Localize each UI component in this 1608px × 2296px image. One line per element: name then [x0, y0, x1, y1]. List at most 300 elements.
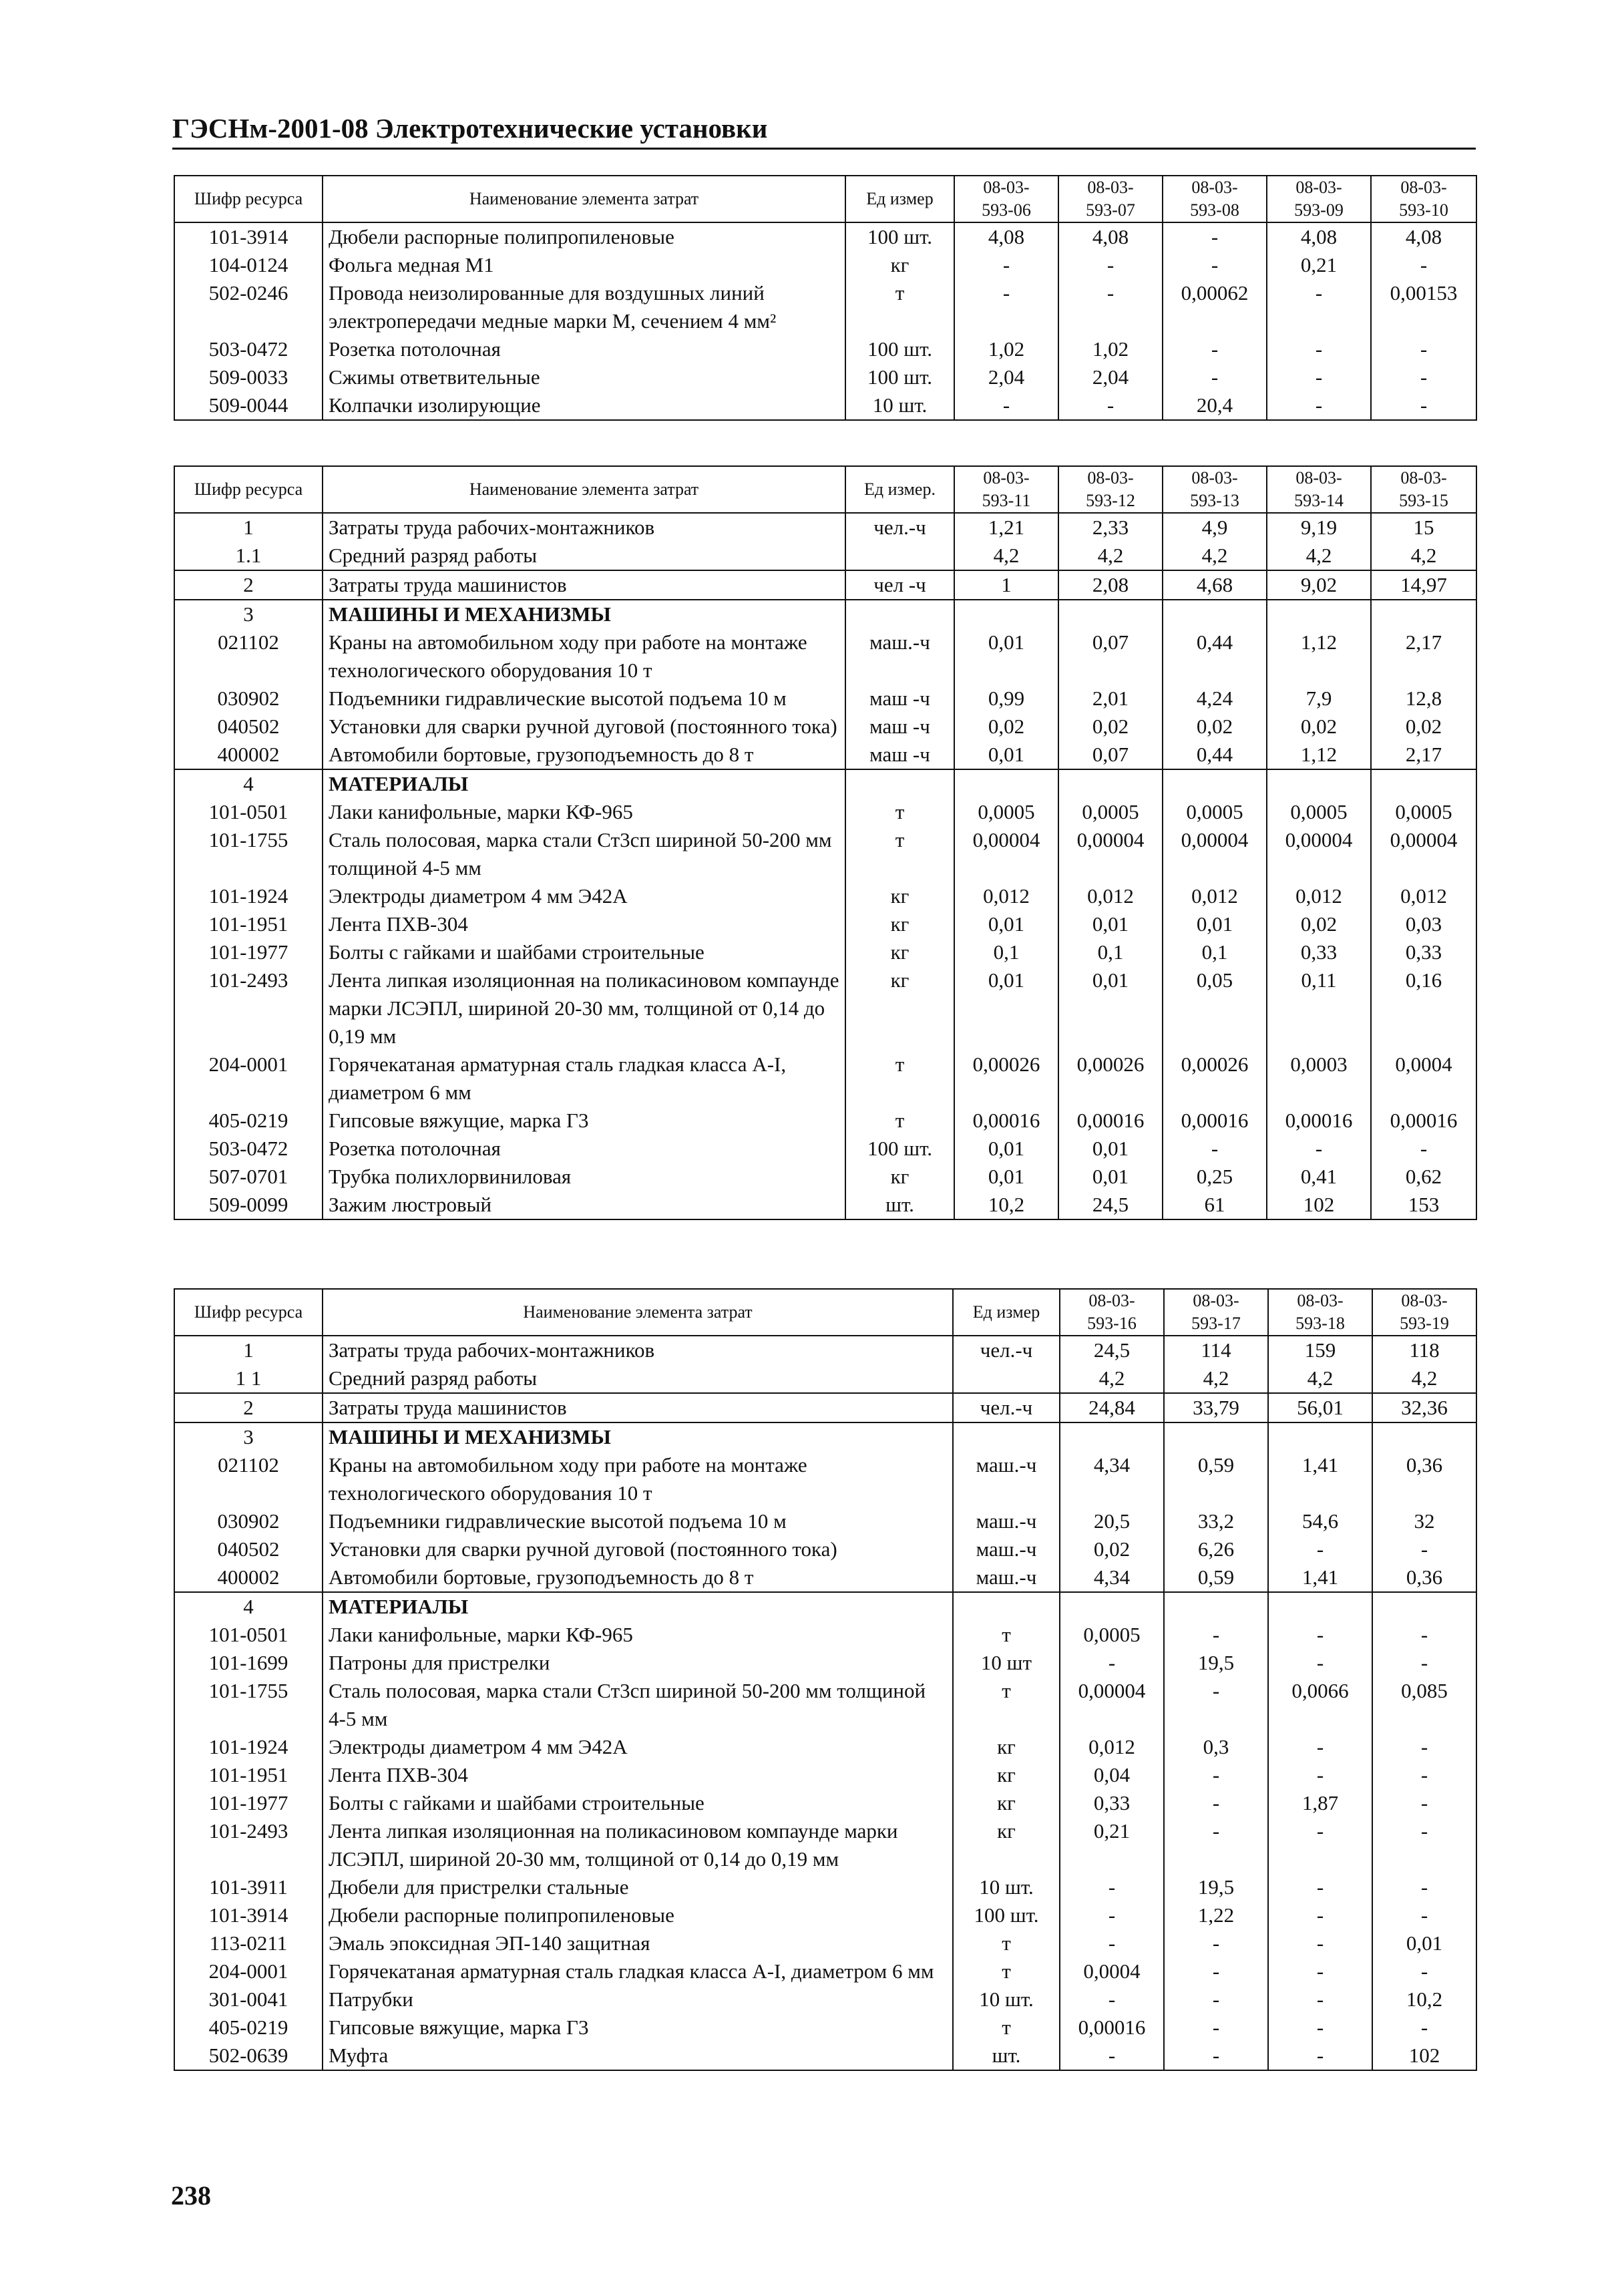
resource-unit: шт.: [845, 1191, 954, 1219]
resource-code: 509-0044: [174, 391, 323, 420]
table-row: [174, 1761, 1476, 1789]
resource-name: Патрубки: [323, 1985, 953, 2014]
resource-name: Лаки канифольные, марки КФ-965: [323, 1621, 953, 1649]
norm-value: 0,0005: [1058, 798, 1163, 826]
header-norm-code: 08-03- 593-16: [1060, 1289, 1164, 1336]
norm-value: 19,5: [1164, 1649, 1268, 1677]
resource-unit: [953, 1592, 1060, 1621]
resource-name: Лаки канифольные, марки КФ-965: [323, 798, 845, 826]
header-code: Шифр ресурса: [174, 176, 323, 222]
table-row: [174, 1985, 1476, 2014]
norm-value: 4,2: [1058, 542, 1163, 570]
resource-code: 101-1755: [174, 826, 323, 882]
norm-value: 0,02: [1371, 713, 1476, 741]
norm-value: 10,2: [1372, 1985, 1476, 2014]
norm-value: 0,0004: [1371, 1050, 1476, 1107]
norm-value: 102: [1267, 1191, 1371, 1219]
norm-value: -: [1371, 1135, 1476, 1163]
norm-value: 0,0005: [1163, 798, 1267, 826]
norm-value: -: [1164, 1957, 1268, 1985]
resource-name: Автомобили бортовые, грузоподъемность до 8 т: [323, 741, 845, 769]
resource-unit: маш -ч: [845, 741, 954, 769]
resource-code: 503-0472: [174, 335, 323, 363]
norm-value: -: [1372, 1535, 1476, 1563]
norm-value: 4,68: [1163, 570, 1267, 600]
resource-name: Краны на автомобильном ходу при работе на монтаже технологического оборудования 10 т: [323, 1451, 953, 1507]
norm-value: 1: [954, 570, 1058, 600]
norm-value: 0,01: [1163, 910, 1267, 938]
resource-code: 040502: [174, 1535, 323, 1563]
resource-table-3: [174, 1288, 1477, 2071]
norm-value: -: [1268, 1929, 1372, 1957]
header-norm-code: 08-03- 593-09: [1267, 176, 1371, 222]
norm-value: [1372, 1422, 1476, 1451]
norm-value: [1268, 1592, 1372, 1621]
norm-value: [1164, 1422, 1268, 1451]
resource-code: 101-2493: [174, 966, 323, 1050]
resource-table-1: [174, 175, 1477, 421]
norm-value: -: [1268, 1817, 1372, 1873]
resource-unit: маш -ч: [845, 685, 954, 713]
norm-value: -: [954, 279, 1058, 335]
norm-value: 0,00026: [1163, 1050, 1267, 1107]
resource-code: 509-0033: [174, 363, 323, 391]
resource-code: 204-0001: [174, 1957, 323, 1985]
norm-value: [1058, 600, 1163, 628]
resource-name: Установки для сварки ручной дуговой (постоянного тока): [323, 1535, 953, 1563]
norm-value: 0,25: [1163, 1163, 1267, 1191]
table-row: [174, 826, 1476, 882]
resource-code: 2: [174, 1393, 323, 1422]
section-row: [174, 1592, 1476, 1621]
header-norm-code: 08-03- 593-17: [1164, 1289, 1268, 1336]
norm-value: 24,84: [1060, 1393, 1164, 1422]
running-head: ГЭСНм-2001-08 Электротехнические установки: [172, 114, 1476, 150]
resource-unit: т: [953, 1929, 1060, 1957]
resource-name: Дюбели распорные полипропиленовые: [323, 222, 845, 251]
resource-unit: [845, 769, 954, 798]
norm-value: 0,33: [1060, 1789, 1164, 1817]
resource-unit: т: [953, 2014, 1060, 2042]
norm-value: 0,05: [1163, 966, 1267, 1050]
header-norm-code: 08-03- 593-07: [1058, 176, 1163, 222]
resource-name: Горячекатаная арматурная сталь гладкая класса А-I, диаметром 6 мм: [323, 1050, 845, 1107]
resource-name: Электроды диаметром 4 мм Э42А: [323, 882, 845, 910]
norm-value: 118: [1372, 1336, 1476, 1364]
table-row: [174, 882, 1476, 910]
resource-unit: маш.-ч: [953, 1535, 1060, 1563]
resource-unit: 100 шт.: [845, 335, 954, 363]
norm-value: -: [1268, 2014, 1372, 2042]
header-norm-code: 08-03- 593-10: [1371, 176, 1476, 222]
resource-name: Провода неизолированные для воздушных линий электропередачи медные марки М, сечением 4 мм²: [323, 279, 845, 335]
table-row: [174, 741, 1476, 769]
norm-value: 0,01: [1058, 966, 1163, 1050]
header-norm-code: 08-03- 593-13: [1163, 466, 1267, 513]
header-name: Наименование элемента затрат: [323, 176, 845, 222]
norm-value: 0,41: [1267, 1163, 1371, 1191]
norm-value: 0,99: [954, 685, 1058, 713]
norm-value: 0,16: [1371, 966, 1476, 1050]
norm-value: 0,02: [1058, 713, 1163, 741]
table-header-row: [174, 1289, 1476, 1336]
resource-name: МАШИНЫ И МЕХАНИЗМЫ: [323, 1422, 953, 1451]
norm-value: 10,2: [954, 1191, 1058, 1219]
norm-value: 0,02: [1060, 1535, 1164, 1563]
norm-value: 0,11: [1267, 966, 1371, 1050]
norm-value: -: [1164, 1761, 1268, 1789]
resource-code: 101-0501: [174, 798, 323, 826]
table-row: [174, 1873, 1476, 1901]
norm-value: 0,012: [1163, 882, 1267, 910]
norm-value: 32: [1372, 1507, 1476, 1535]
table-row: [174, 391, 1476, 420]
norm-value: 7,9: [1267, 685, 1371, 713]
table-row: [174, 1336, 1476, 1364]
norm-value: 153: [1371, 1191, 1476, 1219]
norm-value: 0,00016: [1058, 1107, 1163, 1135]
norm-value: 2,08: [1058, 570, 1163, 600]
resource-code: 502-0246: [174, 279, 323, 335]
header-name: Наименование элемента затрат: [323, 1289, 953, 1336]
table-row: [174, 279, 1476, 335]
resource-unit: маш.-ч: [953, 1507, 1060, 1535]
resource-unit: шт.: [953, 2042, 1060, 2070]
norm-value: -: [1060, 1901, 1164, 1929]
norm-value: -: [1268, 1761, 1372, 1789]
norm-value: 1,02: [1058, 335, 1163, 363]
norm-value: 0,00004: [1058, 826, 1163, 882]
norm-value: -: [1268, 1901, 1372, 1929]
resource-unit: 100 шт.: [845, 1135, 954, 1163]
resource-name: Автомобили бортовые, грузоподъемность до 8 т: [323, 1563, 953, 1592]
resource-code: 030902: [174, 685, 323, 713]
norm-value: -: [1164, 1929, 1268, 1957]
norm-value: 19,5: [1164, 1873, 1268, 1901]
resource-name: Лента липкая изоляционная на поликасиновом компаунде марки ЛСЭПЛ, шириной 20-30 мм, толщиной от 0,14 до 0,19 мм: [323, 966, 845, 1050]
resource-name: Сталь полосовая, марка стали Ст3сп шириной 50-200 мм толщиной 4-5 мм: [323, 1677, 953, 1733]
resource-name: Затраты труда рабочих-монтажников: [323, 513, 845, 542]
norm-value: -: [1163, 335, 1267, 363]
norm-value: [1267, 600, 1371, 628]
norm-value: -: [1371, 251, 1476, 279]
resource-unit: [953, 1364, 1060, 1393]
norm-value: 2,01: [1058, 685, 1163, 713]
resource-unit: т: [845, 1050, 954, 1107]
norm-value: 2,04: [1058, 363, 1163, 391]
section-row: [174, 600, 1476, 628]
norm-value: 0,01: [954, 741, 1058, 769]
resource-name: Затраты труда рабочих-монтажников: [323, 1336, 953, 1364]
resource-code: 101-1951: [174, 1761, 323, 1789]
norm-value: 4,2: [1164, 1364, 1268, 1393]
resource-unit: кг: [845, 966, 954, 1050]
table-row: [174, 1929, 1476, 1957]
norm-value: 4,34: [1060, 1563, 1164, 1592]
table-row: [174, 966, 1476, 1050]
norm-value: 0,00026: [1058, 1050, 1163, 1107]
norm-value: 0,00004: [1267, 826, 1371, 882]
resource-code: 021102: [174, 1451, 323, 1507]
resource-code: 040502: [174, 713, 323, 741]
norm-value: [1163, 600, 1267, 628]
resource-name: Дюбели распорные полипропиленовые: [323, 1901, 953, 1929]
norm-value: -: [1371, 363, 1476, 391]
table-row: [174, 1507, 1476, 1535]
resource-code: 101-1924: [174, 882, 323, 910]
norm-value: 0,3: [1164, 1733, 1268, 1761]
resource-code: 113-0211: [174, 1929, 323, 1957]
page-number: 238: [171, 2180, 211, 2211]
norm-value: -: [1372, 1817, 1476, 1873]
norm-value: [1058, 769, 1163, 798]
resource-name: Болты с гайками и шайбами строительные: [323, 938, 845, 966]
table-row: [174, 1789, 1476, 1817]
resource-name: Горячекатаная арматурная сталь гладкая класса А-I, диаметром 6 мм: [323, 1957, 953, 1985]
norm-value: 15: [1371, 513, 1476, 542]
norm-value: -: [1267, 1135, 1371, 1163]
norm-value: 0,04: [1060, 1761, 1164, 1789]
norm-value: [1163, 769, 1267, 798]
resource-code: 3: [174, 600, 323, 628]
norm-value: 0,01: [954, 1135, 1058, 1163]
resource-unit: маш.-ч: [845, 628, 954, 685]
table-row: [174, 1451, 1476, 1507]
norm-value: -: [1060, 2042, 1164, 2070]
resource-name: Патроны для пристрелки: [323, 1649, 953, 1677]
resource-table-2: [174, 465, 1477, 1220]
resource-name: Краны на автомобильном ходу при работе на монтаже технологического оборудования 10 т: [323, 628, 845, 685]
norm-value: -: [1371, 335, 1476, 363]
resource-code: 021102: [174, 628, 323, 685]
norm-value: 2,17: [1371, 741, 1476, 769]
norm-value: -: [1163, 363, 1267, 391]
table-row: [174, 1050, 1476, 1107]
resource-code: 4: [174, 769, 323, 798]
norm-value: 0,00016: [1060, 2014, 1164, 2042]
resource-unit: кг: [953, 1817, 1060, 1873]
header-code: Шифр ресурса: [174, 1289, 323, 1336]
norm-value: 1,41: [1268, 1451, 1372, 1507]
norm-value: 0,0005: [1060, 1621, 1164, 1649]
resource-code: 030902: [174, 1507, 323, 1535]
norm-value: 4,2: [1371, 542, 1476, 570]
norm-value: 0,33: [1371, 938, 1476, 966]
resource-code: 2: [174, 570, 323, 600]
norm-value: 159: [1268, 1336, 1372, 1364]
resource-name: Сжимы ответвительные: [323, 363, 845, 391]
resource-name: Дюбели для пристрелки стальные: [323, 1873, 953, 1901]
table-row: [174, 1107, 1476, 1135]
table-row: [174, 713, 1476, 741]
resource-code: 507-0701: [174, 1163, 323, 1191]
resource-code: 400002: [174, 1563, 323, 1592]
resource-unit: кг: [845, 882, 954, 910]
norm-value: [1268, 1422, 1372, 1451]
header-name: Наименование элемента затрат: [323, 466, 845, 513]
resource-unit: 10 шт.: [845, 391, 954, 420]
resource-code: 101-1699: [174, 1649, 323, 1677]
table-row: [174, 542, 1476, 570]
norm-value: -: [1372, 1901, 1476, 1929]
resource-unit: [845, 542, 954, 570]
norm-value: 0,00016: [954, 1107, 1058, 1135]
norm-value: -: [1268, 1621, 1372, 1649]
norm-value: -: [1164, 2014, 1268, 2042]
norm-value: -: [1060, 1985, 1164, 2014]
resource-name: МАТЕРИАЛЫ: [323, 1592, 953, 1621]
table-row: [174, 628, 1476, 685]
table-row: [174, 363, 1476, 391]
table-row: [174, 570, 1476, 600]
resource-code: 509-0099: [174, 1191, 323, 1219]
norm-value: 56,01: [1268, 1393, 1372, 1422]
norm-value: 2,17: [1371, 628, 1476, 685]
resource-name: Колпачки изолирующие: [323, 391, 845, 420]
norm-value: -: [1372, 1957, 1476, 1985]
norm-value: 4,2: [954, 542, 1058, 570]
norm-value: 0,01: [954, 628, 1058, 685]
resource-unit: [845, 600, 954, 628]
header-norm-code: 08-03- 593-12: [1058, 466, 1163, 513]
norm-value: -: [954, 251, 1058, 279]
norm-value: 61: [1163, 1191, 1267, 1219]
norm-value: 4,08: [1371, 222, 1476, 251]
table-row: [174, 513, 1476, 542]
table-row: [174, 1817, 1476, 1873]
norm-value: -: [1268, 1957, 1372, 1985]
resource-code: 1.1: [174, 542, 323, 570]
table-header-row: [174, 466, 1476, 513]
norm-value: -: [1060, 1873, 1164, 1901]
resource-code: 101-1755: [174, 1677, 323, 1733]
table-row: [174, 1733, 1476, 1761]
norm-value: 4,34: [1060, 1451, 1164, 1507]
resource-name: Средний разряд работы: [323, 1364, 953, 1393]
resource-name: Затраты труда машинистов: [323, 570, 845, 600]
resource-unit: т: [953, 1677, 1060, 1733]
table-row: [174, 222, 1476, 251]
resource-unit: кг: [953, 1789, 1060, 1817]
resource-name: Подъемники гидравлические высотой подъема 10 м: [323, 685, 845, 713]
table-row: [174, 1364, 1476, 1393]
resource-name: Лента липкая изоляционная на поликасиновом компаунде марки ЛСЭПЛ, шириной 20-30 мм, толщиной от 0,14 до 0,19 мм: [323, 1817, 953, 1873]
norm-value: 0,59: [1164, 1563, 1268, 1592]
resource-unit: кг: [953, 1761, 1060, 1789]
norm-value: -: [1371, 391, 1476, 420]
norm-value: 9,02: [1267, 570, 1371, 600]
table-row: [174, 335, 1476, 363]
norm-value: -: [1372, 1649, 1476, 1677]
header-unit: Ед измер: [953, 1289, 1060, 1336]
resource-code: 1 1: [174, 1364, 323, 1393]
norm-value: 0,1: [1058, 938, 1163, 966]
norm-value: 102: [1372, 2042, 1476, 2070]
norm-value: 1,22: [1164, 1901, 1268, 1929]
resource-unit: 100 шт.: [845, 222, 954, 251]
resource-unit: [953, 1422, 1060, 1451]
norm-value: 4,08: [954, 222, 1058, 251]
resource-code: 4: [174, 1592, 323, 1621]
resource-unit: чел.-ч: [953, 1336, 1060, 1364]
norm-value: -: [1372, 1621, 1476, 1649]
section-row: [174, 769, 1476, 798]
resource-unit: 10 шт.: [953, 1985, 1060, 2014]
norm-value: 0,00004: [1060, 1677, 1164, 1733]
norm-value: 0,00004: [1163, 826, 1267, 882]
norm-value: 20,4: [1163, 391, 1267, 420]
resource-name: Лента ПХВ-304: [323, 1761, 953, 1789]
resource-name: Гипсовые вяжущие, марка Г3: [323, 2014, 953, 2042]
table-row: [174, 910, 1476, 938]
norm-value: [1371, 600, 1476, 628]
norm-value: -: [1372, 1789, 1476, 1817]
norm-value: 0,012: [1060, 1733, 1164, 1761]
resource-code: 204-0001: [174, 1050, 323, 1107]
norm-value: 0,36: [1372, 1451, 1476, 1507]
resource-unit: маш -ч: [845, 713, 954, 741]
resource-name: Розетка потолочная: [323, 335, 845, 363]
norm-value: 0,00004: [954, 826, 1058, 882]
norm-value: 2,04: [954, 363, 1058, 391]
norm-value: -: [1268, 1535, 1372, 1563]
resource-code: 301-0041: [174, 1985, 323, 2014]
norm-value: 24,5: [1060, 1336, 1164, 1364]
norm-value: -: [1372, 1761, 1476, 1789]
resource-name: Розетка потолочная: [323, 1135, 845, 1163]
norm-value: 0,01: [954, 1163, 1058, 1191]
header-norm-code: 08-03- 593-11: [954, 466, 1058, 513]
resource-name: Болты с гайками и шайбами строительные: [323, 1789, 953, 1817]
norm-value: -: [1267, 363, 1371, 391]
resource-code: 502-0639: [174, 2042, 323, 2070]
section-row: [174, 1422, 1476, 1451]
resource-code: 104-0124: [174, 251, 323, 279]
resource-unit: 10 шт: [953, 1649, 1060, 1677]
norm-value: 0,012: [954, 882, 1058, 910]
norm-value: 4,2: [1163, 542, 1267, 570]
norm-value: 1,12: [1267, 628, 1371, 685]
norm-value: -: [1164, 2042, 1268, 2070]
norm-value: 114: [1164, 1336, 1268, 1364]
norm-value: -: [1060, 1649, 1164, 1677]
resource-name: Подъемники гидравлические высотой подъема 10 м: [323, 1507, 953, 1535]
norm-value: 0,012: [1267, 882, 1371, 910]
header-unit: Ед измер.: [845, 466, 954, 513]
header-norm-code: 08-03- 593-14: [1267, 466, 1371, 513]
norm-value: 0,62: [1371, 1163, 1476, 1191]
norm-value: 2,33: [1058, 513, 1163, 542]
resource-code: 101-3911: [174, 1873, 323, 1901]
table-row: [174, 685, 1476, 713]
resource-name: Средний разряд работы: [323, 542, 845, 570]
table-row: [174, 1677, 1476, 1733]
header-code: Шифр ресурса: [174, 466, 323, 513]
norm-value: -: [1164, 1985, 1268, 2014]
norm-value: -: [1164, 1817, 1268, 1873]
resource-name: Зажим люстровый: [323, 1191, 845, 1219]
norm-value: [954, 600, 1058, 628]
resource-unit: т: [845, 826, 954, 882]
resource-code: 405-0219: [174, 1107, 323, 1135]
norm-value: 0,01: [1372, 1929, 1476, 1957]
norm-value: 4,08: [1058, 222, 1163, 251]
resource-name: Затраты труда машинистов: [323, 1393, 953, 1422]
resource-unit: 10 шт.: [953, 1873, 1060, 1901]
table-row: [174, 2014, 1476, 2042]
norm-value: 4,2: [1268, 1364, 1372, 1393]
norm-value: 0,01: [954, 910, 1058, 938]
